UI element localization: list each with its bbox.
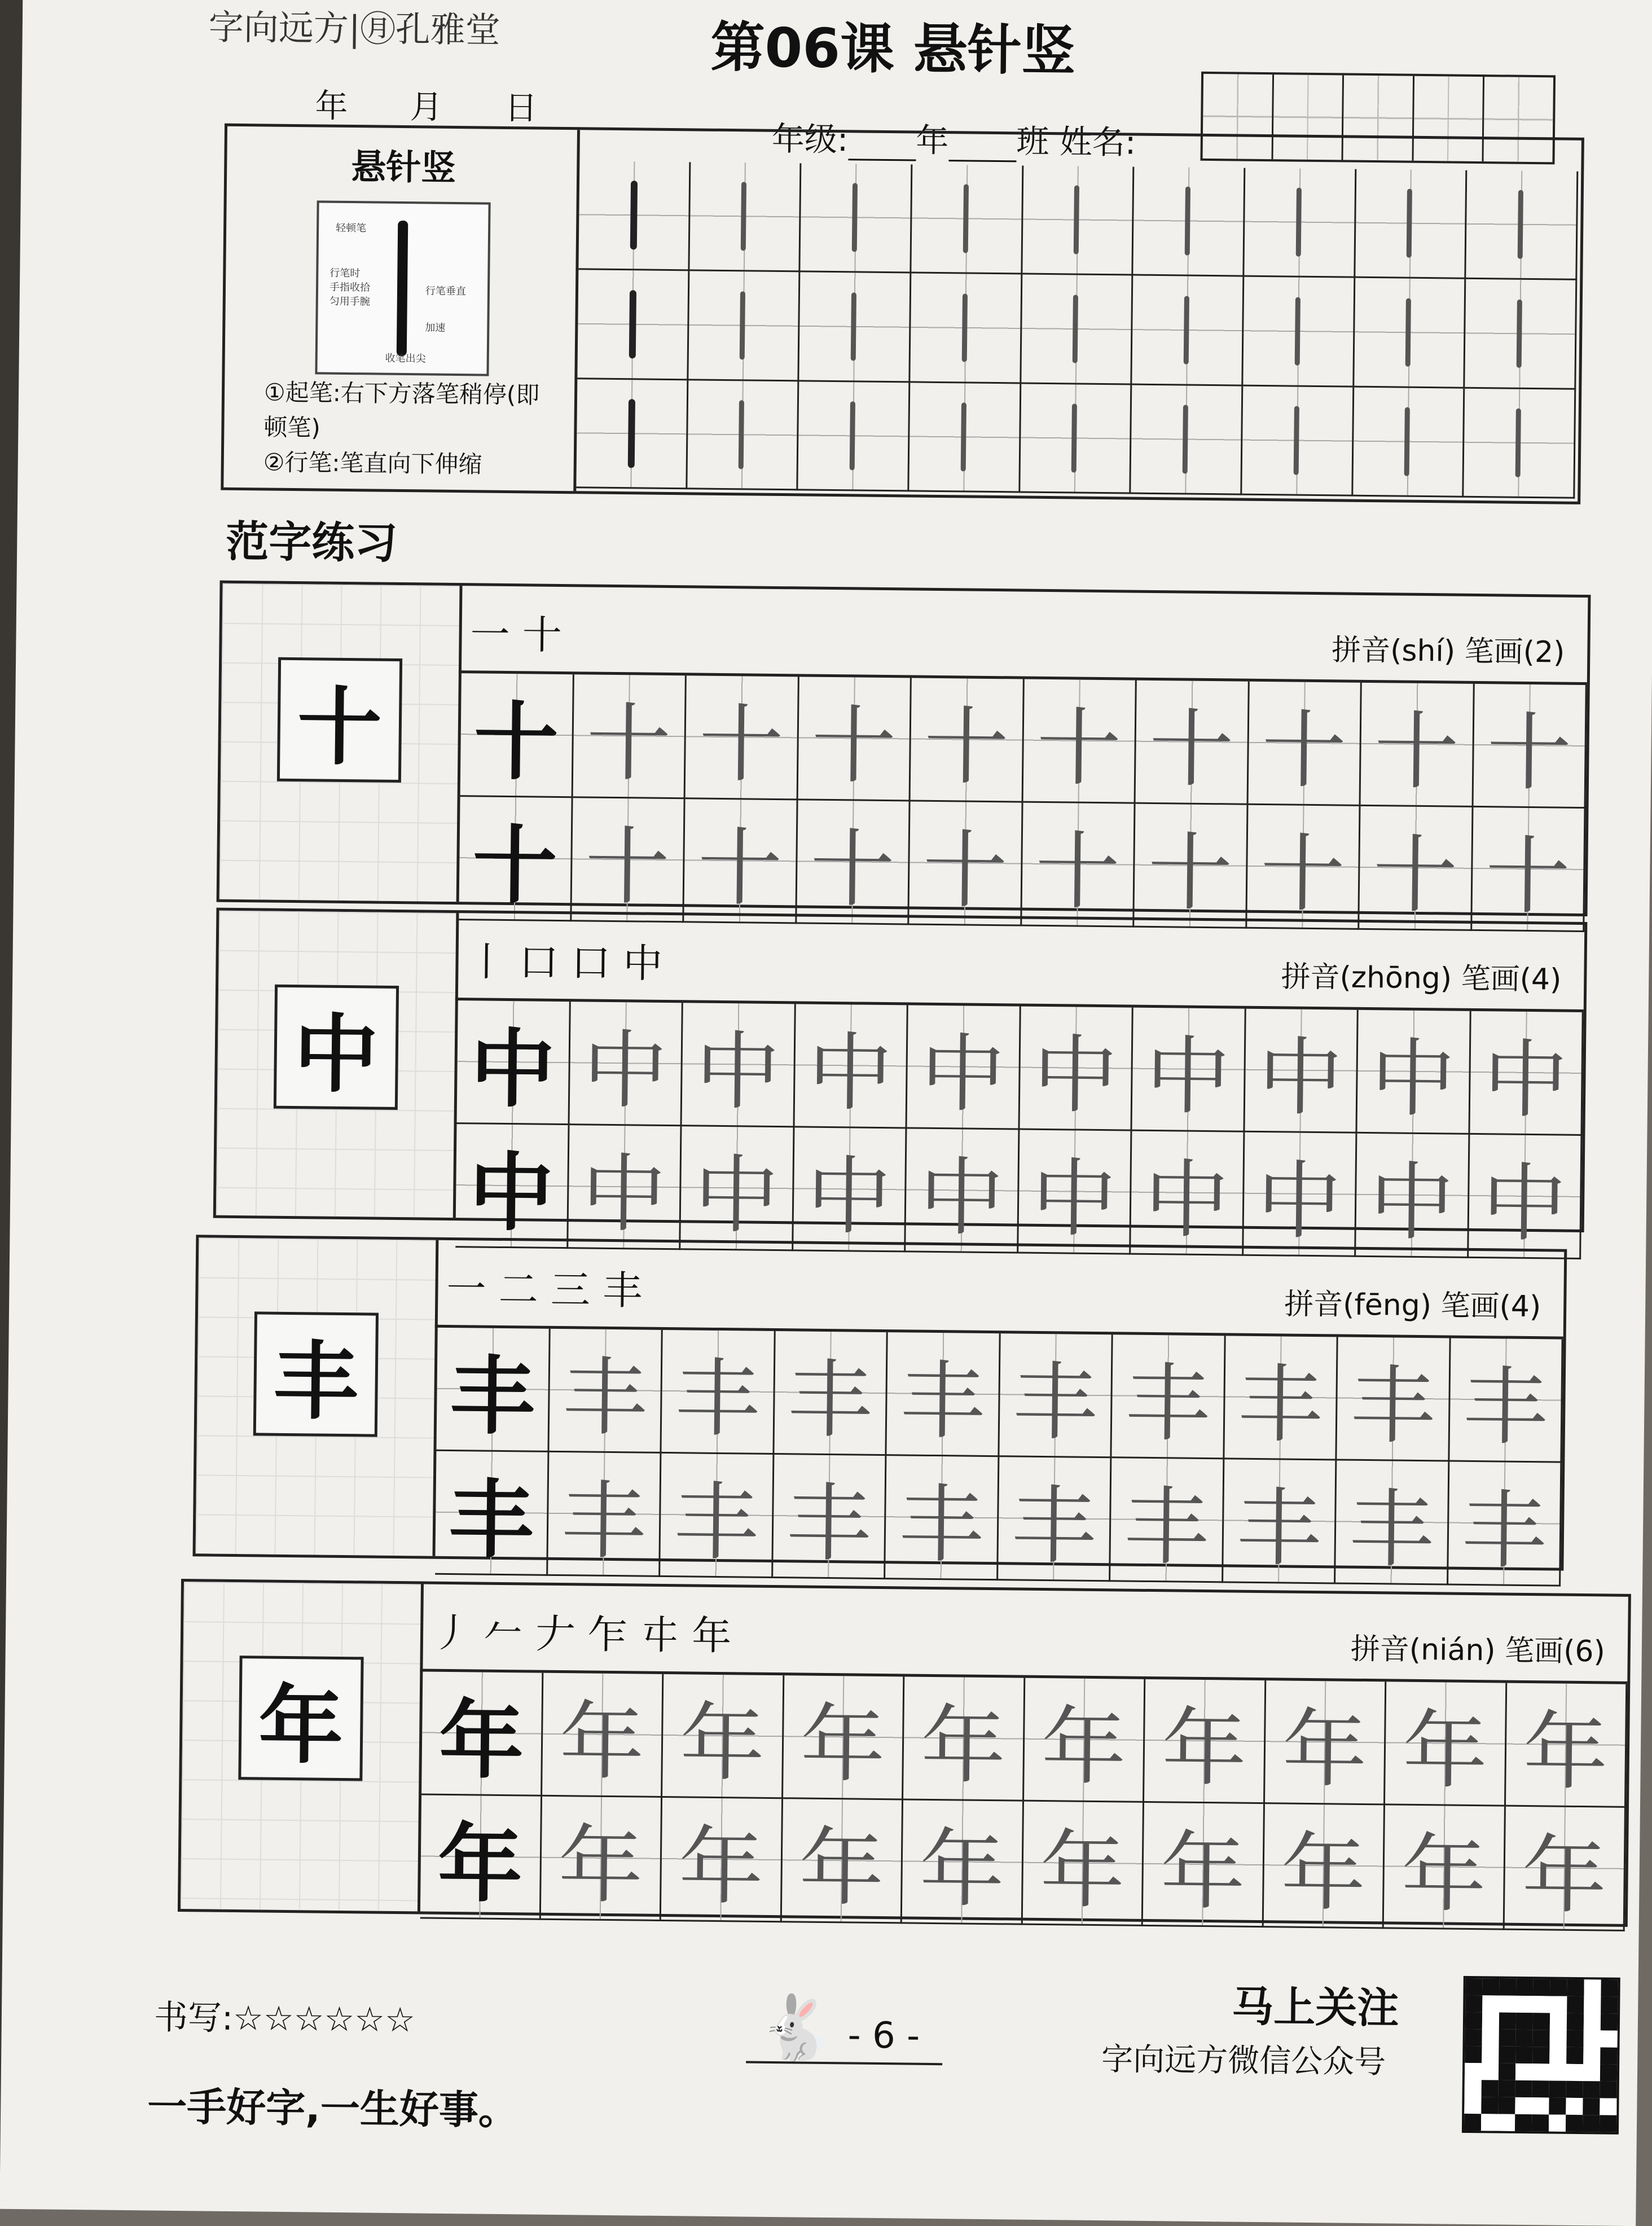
page-title: 第06课 悬针竖	[710, 15, 1077, 83]
model-char-box: 中	[274, 985, 399, 1110]
qr-module	[1600, 2064, 1617, 2081]
qr-module	[1481, 2097, 1498, 2114]
practice-char-cell[interactable]: 年	[783, 1675, 905, 1800]
vertical-stroke	[962, 293, 968, 362]
practice-char-cell[interactable]: 年	[1143, 1803, 1265, 1928]
practice-char-cell[interactable]: 十	[1023, 679, 1137, 804]
qr-module	[1499, 2047, 1515, 2063]
practice-char-cell[interactable]: 年	[903, 1676, 1025, 1801]
qr-module	[1482, 1995, 1499, 2012]
practice-char-cell[interactable]: 年	[662, 1674, 784, 1799]
practice-grid[interactable]	[459, 673, 1587, 927]
qr-module	[1499, 2013, 1516, 2030]
stroke-practice-cell[interactable]	[1131, 385, 1244, 495]
qr-module	[1515, 2097, 1532, 2114]
vertical-stroke	[1295, 297, 1300, 366]
stroke-practice-cell[interactable]	[578, 161, 691, 271]
qr-module	[1482, 2080, 1499, 2097]
qr-module	[1482, 2029, 1499, 2046]
practice-char-cell[interactable]: 中	[1356, 1134, 1470, 1258]
stroke-intro	[221, 124, 1584, 504]
qr-module	[1499, 2080, 1515, 2097]
pinyin-label: 拼音(shí) 笔画(2)	[1331, 633, 1565, 670]
stroke-practice-cell[interactable]	[1354, 278, 1466, 388]
qr-module	[1583, 2081, 1600, 2098]
qr-module	[1465, 2046, 1482, 2063]
qr-module	[1515, 2114, 1532, 2131]
vertical-stroke	[739, 400, 744, 469]
practice-char-cell[interactable]: 中	[680, 1126, 794, 1251]
stroke-order: 丨 口 口 中	[467, 938, 663, 987]
practice-char-cell[interactable]: 丰	[1448, 1462, 1562, 1587]
stroke-heading: 悬针竖	[350, 146, 456, 188]
practice-char-cell[interactable]: 丰	[886, 1332, 1000, 1457]
diagram-label: 匀用手腕	[329, 295, 370, 308]
qr-module	[1533, 2013, 1550, 2030]
qr-module	[1583, 2115, 1600, 2132]
writing-rating	[154, 1991, 416, 2042]
stroke-diagram	[315, 200, 490, 376]
follow-title: 马上关注	[1231, 1982, 1399, 2033]
qr-module	[1532, 2097, 1549, 2114]
vertical-stroke	[1184, 296, 1189, 365]
model-panel	[181, 1582, 424, 1911]
practice-char-cell[interactable]: 中	[907, 1005, 1021, 1130]
practice-char-cell[interactable]: 十	[573, 674, 687, 799]
qr-module	[1482, 2046, 1499, 2063]
qr-module	[1550, 2013, 1567, 2030]
rating-stars[interactable]: ☆☆☆☆☆☆	[232, 1999, 416, 2040]
qr-module	[1499, 1979, 1516, 1996]
vertical-stroke	[1296, 188, 1302, 257]
qr-module	[1532, 2080, 1549, 2097]
stroke-practice-cell[interactable]	[799, 273, 912, 383]
stroke-practice-cell[interactable]	[1022, 166, 1135, 276]
qr-module	[1566, 2064, 1583, 2081]
stroke-practice-cell[interactable]	[1242, 386, 1354, 496]
vertical-stroke	[963, 185, 969, 253]
qr-module	[1533, 2030, 1550, 2047]
practice-grid[interactable]	[456, 1000, 1584, 1254]
vertical-stroke	[961, 402, 966, 471]
vertical-stroke	[1074, 186, 1079, 254]
class-label: 班	[1016, 122, 1049, 161]
stroke-note-1: ①起笔:右下方落笔稍停(即顿笔)	[263, 378, 540, 442]
vertical-stroke	[629, 290, 636, 359]
stroke-practice-cell[interactable]	[1243, 277, 1355, 387]
qr-module	[1549, 2097, 1566, 2114]
qr-module	[1600, 2081, 1617, 2098]
date-year-label: 年	[315, 86, 348, 125]
qr-module	[1567, 1979, 1584, 1996]
qr-module	[1600, 2115, 1616, 2132]
qr-module	[1584, 1996, 1601, 2013]
qr-module	[1515, 2063, 1532, 2080]
practice-char-cell[interactable]: 中	[568, 1125, 682, 1250]
name-label: 姓名:	[1059, 122, 1136, 162]
model-char-box: 十	[277, 657, 402, 783]
practice-char-cell[interactable]: 十	[686, 675, 799, 800]
date-line	[225, 78, 538, 129]
grade-label: 年级:	[771, 119, 849, 159]
qr-module	[1566, 2098, 1583, 2115]
qr-module	[1583, 2047, 1600, 2064]
date-month-blank[interactable]	[348, 97, 410, 128]
stroke-order: 一 十	[470, 611, 563, 658]
practice-char-cell[interactable]: 中	[1131, 1131, 1245, 1256]
practice-char-cell[interactable]: 中	[682, 1003, 796, 1127]
qr-module	[1499, 2030, 1516, 2047]
stroke-notes	[263, 375, 557, 482]
practice-char-cell[interactable]: 中	[1469, 1135, 1583, 1259]
stroke-practice-cell[interactable]	[1132, 276, 1245, 386]
model-char-cell[interactable]: 十	[459, 797, 573, 921]
stroke-sample	[397, 221, 408, 356]
pinyin-label: 拼音(zhōng) 笔画(4)	[1281, 960, 1562, 997]
stroke-practice-cell[interactable]	[1244, 168, 1356, 278]
qr-code-icon[interactable]	[1462, 1976, 1620, 2135]
practice-char-cell[interactable]: 十	[1134, 804, 1248, 929]
qr-module	[1498, 2114, 1515, 2131]
model-char-cell[interactable]: 年	[420, 1795, 542, 1920]
vertical-stroke	[1185, 187, 1190, 256]
brand-logo: 字向远方|㊊孔雅堂	[208, 6, 501, 51]
vertical-stroke	[850, 401, 855, 470]
vertical-stroke	[1407, 189, 1412, 258]
practice-char-cell[interactable]: 中	[1244, 1132, 1357, 1257]
practice-char-cell[interactable]: 年	[1385, 1681, 1507, 1806]
vertical-stroke	[628, 399, 635, 468]
qr-module	[1482, 2012, 1499, 2029]
qr-module	[1567, 2030, 1584, 2047]
practice-char-cell[interactable]: 十	[1359, 806, 1473, 931]
qr-module	[1465, 1978, 1482, 1995]
model-char-cell[interactable]: 中	[455, 1124, 569, 1249]
practice-char-cell[interactable]: 中	[1470, 1011, 1584, 1136]
practice-char-cell[interactable]: 中	[1245, 1009, 1359, 1134]
practice-char-cell[interactable]: 十	[1472, 807, 1586, 932]
qr-module	[1532, 2114, 1549, 2131]
practice-char-cell[interactable]: 丰	[1223, 1459, 1337, 1584]
practice-char-cell[interactable]: 十	[798, 677, 912, 801]
practice-char-cell[interactable]: 中	[569, 1002, 683, 1126]
qr-module	[1549, 2114, 1566, 2131]
stroke-practice-cell[interactable]	[909, 383, 1021, 493]
practice-char-cell[interactable]: 十	[909, 801, 1023, 926]
vertical-stroke	[1515, 409, 1521, 477]
practice-char-cell[interactable]: 中	[1132, 1008, 1246, 1132]
rating-label: 书写:	[153, 1997, 234, 2039]
qr-module	[1465, 2029, 1482, 2046]
diagram-label: 轻顿笔	[336, 222, 367, 235]
qr-module	[1482, 2063, 1499, 2080]
practice-char-cell[interactable]: 丰	[1111, 1334, 1225, 1459]
practice-char-cell[interactable]: 丰	[1335, 1460, 1449, 1585]
practice-char-cell[interactable]: 丰	[660, 1454, 774, 1578]
practice-char-cell[interactable]: 十	[1473, 684, 1587, 809]
practice-grid[interactable]	[420, 1672, 1627, 1924]
qr-module	[1600, 2030, 1617, 2047]
practice-block-2	[213, 908, 1588, 1254]
practice-block-1	[217, 581, 1591, 927]
model-char-cell[interactable]: 年	[421, 1672, 543, 1797]
practice-char-cell[interactable]: 丰	[774, 1331, 888, 1456]
vertical-stroke	[1405, 298, 1411, 367]
qr-module	[1600, 2098, 1616, 2115]
qr-module	[1583, 2098, 1600, 2115]
stroke-practice-cell[interactable]	[801, 163, 913, 273]
qr-module	[1601, 1979, 1618, 1996]
practice-char-cell[interactable]: 丰	[1224, 1336, 1338, 1460]
stroke-order: 丿 𠂉 𠂇 乍 㐄 年	[431, 1609, 732, 1659]
stroke-order: 一 二 三 丰	[446, 1265, 643, 1314]
practice-char-cell[interactable]: 年	[781, 1799, 903, 1924]
qr-module	[1583, 2064, 1600, 2081]
qr-module	[1533, 1996, 1550, 2013]
vertical-stroke	[1518, 190, 1523, 259]
qr-module	[1465, 2063, 1482, 2080]
practice-char-cell[interactable]: 年	[542, 1673, 664, 1798]
vertical-stroke	[1293, 406, 1299, 475]
diagram-label: 加速	[425, 322, 446, 334]
qr-module	[1516, 1996, 1533, 2013]
qr-module	[1566, 2047, 1583, 2064]
diagram-label: 行笔垂直	[425, 285, 467, 298]
pinyin-label: 拼音(fēng) 笔画(4)	[1284, 1287, 1541, 1324]
stroke-practice-cell[interactable]	[1466, 170, 1579, 280]
vertical-stroke	[630, 181, 638, 249]
practice-char-cell[interactable]: 十	[572, 798, 686, 923]
stroke-practice-cell[interactable]	[1020, 384, 1132, 494]
qr-module	[1567, 1996, 1584, 2013]
qr-module	[1515, 2047, 1532, 2063]
stroke-practice-cell[interactable]	[576, 379, 688, 489]
practice-char-cell[interactable]: 年	[1504, 1807, 1626, 1931]
date-year-blank[interactable]	[225, 96, 315, 127]
vertical-stroke	[851, 292, 856, 361]
practice-char-cell[interactable]: 年	[1263, 1804, 1385, 1929]
rabbit-icon: 🐇	[757, 1991, 836, 2065]
model-panel	[219, 583, 463, 902]
practice-char-cell[interactable]: 年	[1384, 1805, 1506, 1930]
qr-module	[1584, 2013, 1601, 2030]
practice-char-cell[interactable]: 年	[902, 1800, 1024, 1925]
vertical-stroke	[740, 291, 745, 360]
stroke-practice-cell[interactable]	[1133, 167, 1246, 277]
vertical-stroke	[741, 182, 746, 251]
practice-char-cell[interactable]: 十	[1248, 682, 1362, 806]
practice-block-4	[178, 1579, 1631, 1927]
practice-char-cell[interactable]: 中	[1018, 1130, 1132, 1255]
qr-module	[1567, 2013, 1584, 2030]
practice-char-cell[interactable]: 年	[661, 1798, 783, 1922]
date-day-blank[interactable]	[442, 98, 505, 129]
stroke-practice-grid[interactable]	[576, 161, 1578, 499]
model-char-box: 年	[238, 1656, 363, 1781]
qr-module	[1516, 2013, 1533, 2030]
stroke-practice-cell[interactable]	[798, 381, 911, 491]
qr-module	[1550, 2030, 1567, 2047]
practice-char-cell[interactable]: 中	[793, 1127, 907, 1252]
qr-module	[1550, 1996, 1567, 2013]
practice-char-cell[interactable]: 丰	[661, 1330, 775, 1455]
stroke-practice-cell[interactable]	[1465, 279, 1578, 389]
practice-char-cell[interactable]: 中	[1357, 1010, 1471, 1135]
qr-module	[1584, 1979, 1601, 1996]
practice-char-cell[interactable]: 中	[1020, 1007, 1133, 1131]
qr-module	[1499, 1996, 1516, 2013]
practice-grid[interactable]	[436, 1328, 1563, 1581]
qr-module	[1465, 2012, 1482, 2029]
practice-char-cell[interactable]: 年	[1022, 1802, 1144, 1926]
motto: 一手好字,一生好事。	[147, 2083, 519, 2134]
qr-module	[1465, 2080, 1482, 2097]
practice-char-cell[interactable]: 十	[911, 678, 1025, 802]
practice-char-cell[interactable]: 十	[1361, 683, 1475, 807]
vertical-stroke	[1073, 295, 1078, 363]
practice-char-cell[interactable]: 丰	[548, 1452, 662, 1577]
qr-module	[1499, 2063, 1515, 2080]
stroke-practice-cell[interactable]	[1464, 388, 1576, 498]
practice-char-cell[interactable]: 十	[1247, 805, 1361, 930]
qr-module	[1532, 2047, 1549, 2063]
practice-char-cell[interactable]: 丰	[549, 1329, 663, 1454]
pinyin-label: 拼音(nián) 笔画(6)	[1350, 1632, 1606, 1669]
stroke-intro-panel	[223, 126, 580, 491]
model-panel	[196, 1237, 439, 1556]
date-month-label: 月	[410, 87, 443, 126]
qr-module	[1550, 1979, 1567, 1996]
vertical-stroke	[1517, 299, 1522, 368]
stroke-practice-cell[interactable]	[911, 164, 1023, 274]
qr-module	[1465, 1995, 1482, 2012]
vertical-stroke	[1404, 407, 1410, 476]
model-char-cell[interactable]: 十	[460, 673, 574, 798]
qr-module	[1533, 1979, 1550, 1996]
practice-char-cell[interactable]: 年	[1264, 1680, 1386, 1805]
practice-char-cell[interactable]: 丰	[885, 1456, 999, 1580]
qr-module	[1532, 2063, 1549, 2080]
practice-char-cell[interactable]: 丰	[1110, 1458, 1224, 1583]
qr-module	[1498, 2097, 1515, 2114]
qr-module	[1481, 2114, 1498, 2131]
qr-module	[1601, 1996, 1618, 2013]
practice-char-cell[interactable]: 十	[1022, 803, 1136, 928]
practice-char-cell[interactable]: 丰	[999, 1333, 1113, 1458]
practice-char-cell[interactable]: 年	[541, 1797, 662, 1921]
qr-module	[1482, 1978, 1499, 1995]
model-char-cell[interactable]: 丰	[435, 1451, 549, 1576]
stroke-practice-cell[interactable]	[1355, 169, 1468, 279]
model-panel	[216, 911, 459, 1218]
diagram-label: 手指收拾	[329, 281, 371, 294]
diagram-label: 收笔出尖	[385, 352, 426, 365]
vertical-stroke	[1183, 405, 1188, 473]
follow-subtitle: 字向远方微信公众号	[1101, 2041, 1386, 2081]
qr-module	[1549, 2047, 1566, 2063]
page-number: - 6 -	[746, 2014, 942, 2066]
practice-char-cell[interactable]: 中	[906, 1129, 1020, 1253]
stroke-note-2: ②行笔:笔直向下伸缩	[263, 448, 482, 478]
qr-module	[1566, 2081, 1583, 2098]
practice-char-cell[interactable]: 丰	[773, 1455, 887, 1579]
qr-module	[1566, 2115, 1583, 2132]
practice-block-3	[192, 1235, 1567, 1581]
qr-module	[1464, 2097, 1481, 2114]
vertical-stroke	[1071, 403, 1077, 472]
qr-module	[1549, 2080, 1566, 2097]
section-heading: 范字练习	[225, 516, 398, 568]
qr-module	[1600, 2047, 1617, 2064]
practice-char-cell[interactable]: 年	[1505, 1683, 1627, 1808]
practice-char-cell[interactable]: 丰	[1337, 1337, 1451, 1461]
date-day-label: 日	[504, 88, 538, 128]
practice-char-cell[interactable]: 年	[1024, 1678, 1146, 1803]
qr-module	[1601, 2013, 1618, 2030]
qr-module	[1515, 2080, 1532, 2097]
grade-year-label: 年	[916, 121, 949, 160]
model-char-cell[interactable]: 中	[457, 1000, 571, 1125]
qr-module	[1516, 1979, 1533, 1996]
qr-module	[1549, 2063, 1566, 2080]
qr-module	[1584, 2030, 1601, 2047]
practice-char-cell[interactable]: 十	[797, 800, 911, 925]
qr-module	[1464, 2114, 1481, 2131]
qr-module	[1516, 2030, 1533, 2047]
practice-char-cell[interactable]: 十	[684, 799, 798, 924]
practice-char-cell[interactable]: 丰	[1449, 1338, 1563, 1463]
practice-char-cell[interactable]: 年	[1144, 1679, 1266, 1804]
practice-char-cell[interactable]: 丰	[998, 1457, 1112, 1582]
stroke-practice-cell[interactable]	[577, 270, 689, 380]
diagram-label: 行笔时	[329, 267, 361, 280]
stroke-practice-cell[interactable]	[687, 380, 799, 490]
stroke-practice-cell[interactable]	[689, 162, 802, 272]
vertical-stroke	[852, 183, 858, 252]
practice-char-cell[interactable]: 十	[1136, 680, 1250, 805]
practice-char-cell[interactable]: 中	[794, 1004, 908, 1129]
stroke-practice-cell[interactable]	[1353, 387, 1465, 497]
stroke-practice-cell[interactable]	[1021, 275, 1133, 385]
stroke-practice-cell[interactable]	[688, 271, 801, 381]
stroke-practice-cell[interactable]	[910, 274, 1022, 384]
model-char-box: 丰	[253, 1311, 379, 1437]
model-char-cell[interactable]: 丰	[436, 1328, 550, 1452]
